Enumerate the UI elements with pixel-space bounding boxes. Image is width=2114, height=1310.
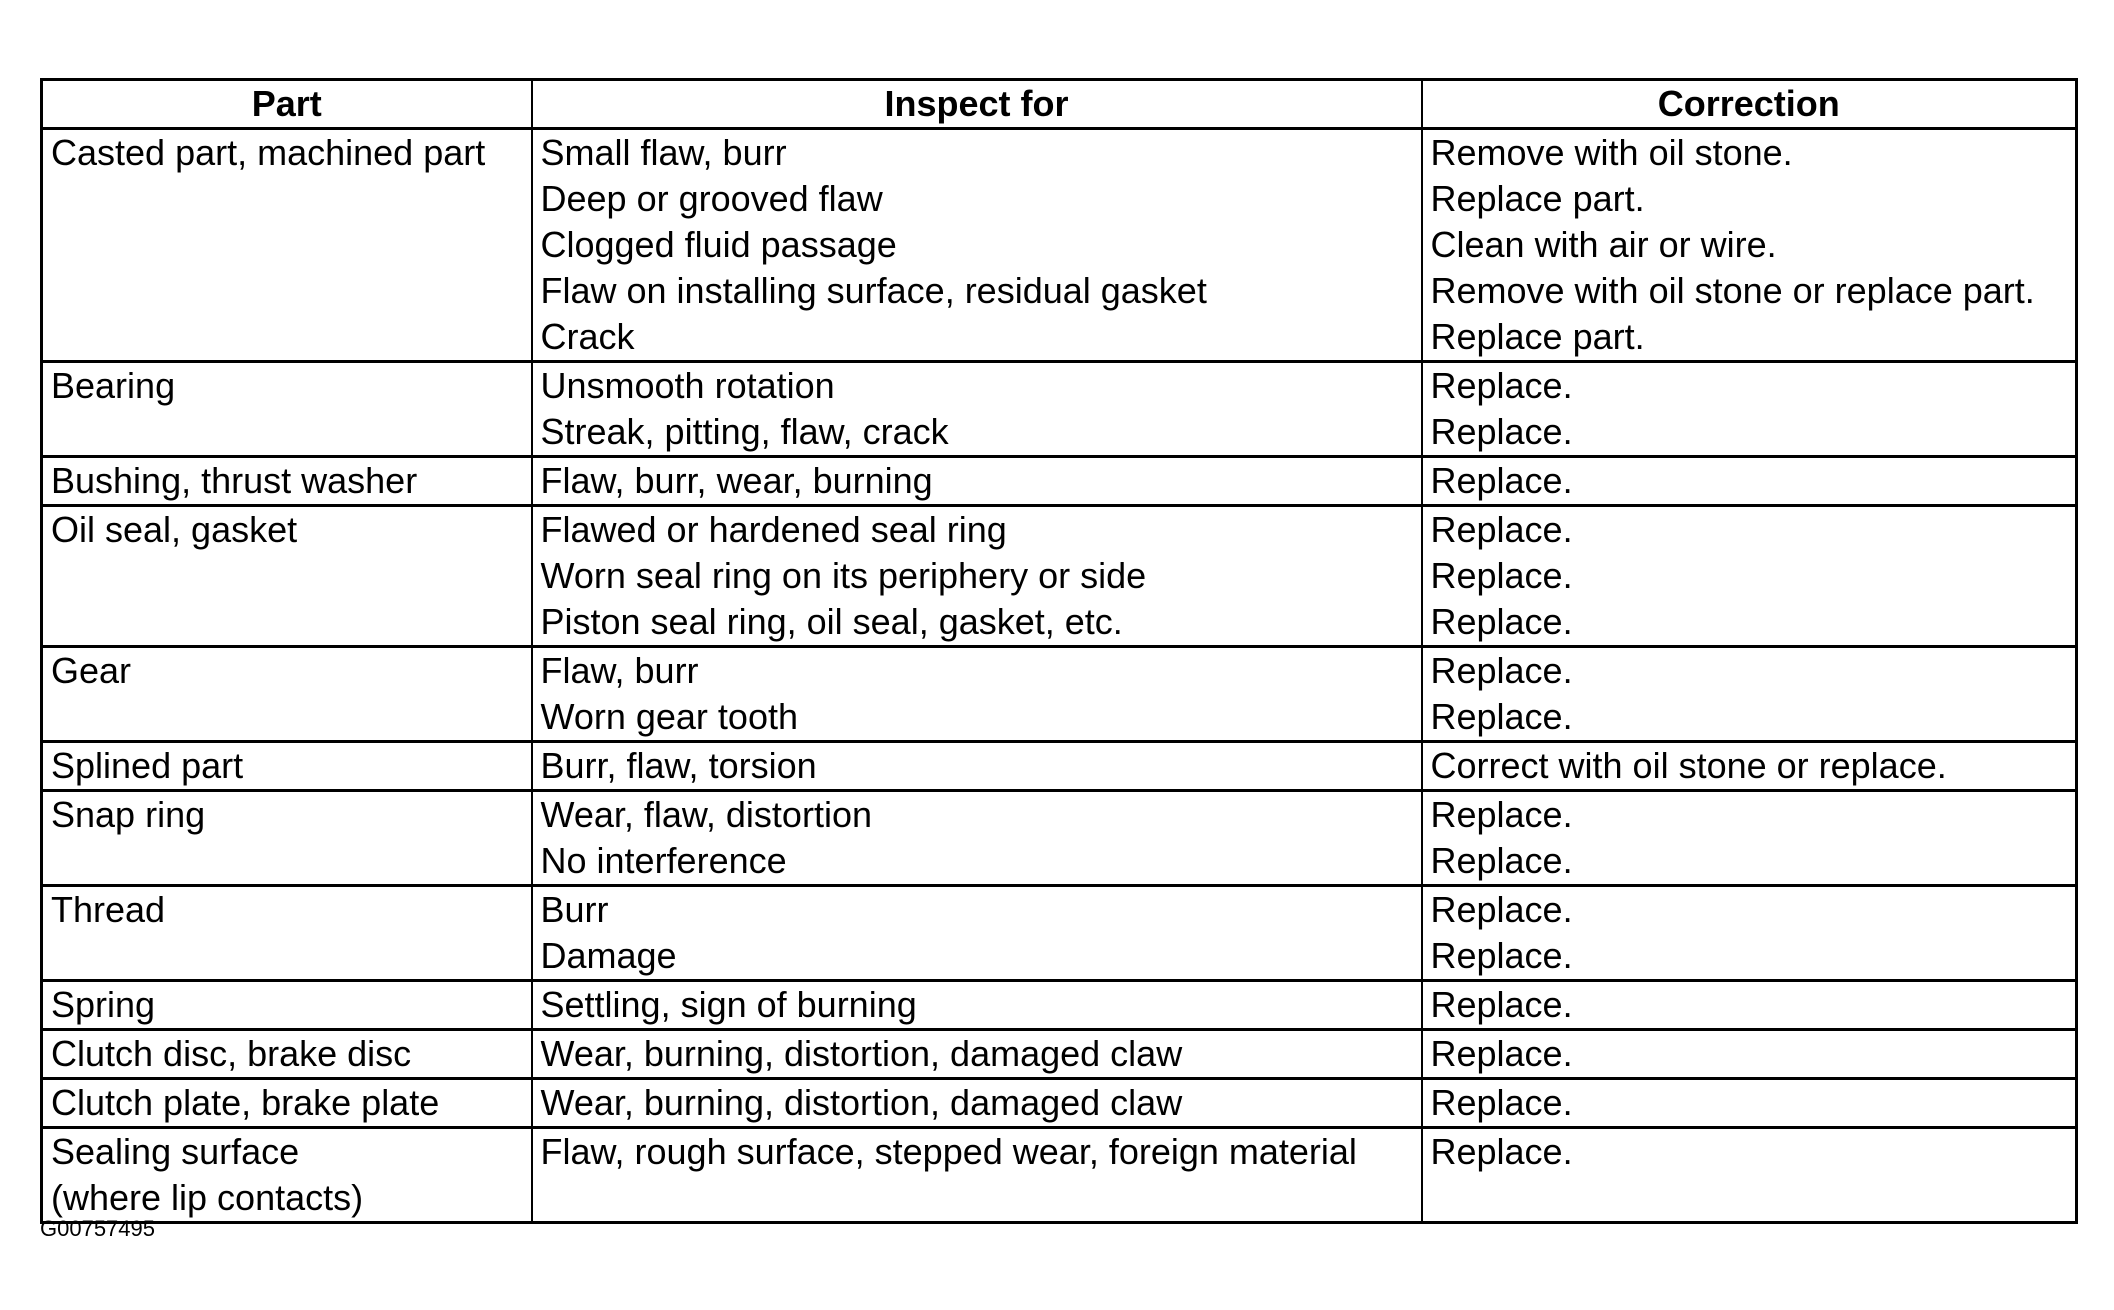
correction-line: Replace.: [1430, 411, 1573, 452]
correction-line: Replace.: [1430, 1131, 1573, 1172]
inspect-line: Streak, pitting, flaw, crack: [540, 411, 949, 452]
inspect-cell: [532, 791, 1422, 886]
part-line: Sealing surface: [51, 1131, 300, 1172]
part-line: Bearing: [51, 365, 176, 406]
table-row: [42, 457, 2077, 506]
inspection-table: [40, 78, 2078, 1224]
correction-line: Replace.: [1430, 365, 1573, 406]
correction-cell: [1422, 647, 2077, 742]
table-body: [42, 129, 2077, 1223]
part-line: (where lip contacts): [51, 1177, 364, 1218]
inspect-cell: [532, 981, 1422, 1030]
inspect-line: Burr: [540, 889, 609, 930]
part-line: Clutch disc, brake disc: [51, 1033, 412, 1074]
part-cell: [42, 1030, 532, 1079]
correction-line: Replace.: [1430, 696, 1573, 737]
inspect-line: Damage: [540, 935, 677, 976]
inspect-cell: [532, 506, 1422, 647]
correction-cell: [1422, 1030, 2077, 1079]
correction-cell: [1422, 791, 2077, 886]
inspect-line: Wear, burning, distortion, damaged claw: [540, 1033, 1183, 1074]
correction-line: Replace.: [1430, 555, 1573, 596]
table-row: [42, 129, 2077, 362]
table-row: [42, 1030, 2077, 1079]
correction-cell: [1422, 1128, 2077, 1223]
inspect-line: Wear, burning, distortion, damaged claw: [540, 1082, 1183, 1123]
correction-cell: [1422, 506, 2077, 647]
correction-line: Replace.: [1430, 794, 1573, 835]
part-cell: [42, 362, 532, 457]
part-line: Splined part: [51, 745, 244, 786]
table-row: [42, 1079, 2077, 1128]
correction-cell: [1422, 1079, 2077, 1128]
header-row: [42, 80, 2077, 129]
inspect-line: Worn seal ring on its periphery or side: [540, 555, 1147, 596]
inspect-cell: [532, 457, 1422, 506]
part-cell: [42, 981, 532, 1030]
inspect-line: Small flaw, burr: [540, 132, 787, 173]
part-line: Thread: [51, 889, 166, 930]
correction-line: Replace.: [1430, 460, 1573, 501]
correction-line: Replace.: [1430, 840, 1573, 881]
inspect-line: Crack: [540, 316, 635, 357]
correction-line: Replace.: [1430, 1033, 1573, 1074]
inspect-line: Worn gear tooth: [540, 696, 798, 737]
table-row: [42, 647, 2077, 742]
correction-cell: [1422, 457, 2077, 506]
inspect-line: Settling, sign of burning: [540, 984, 917, 1025]
correction-line: Replace.: [1430, 650, 1573, 691]
correction-cell: [1422, 981, 2077, 1030]
part-cell: [42, 129, 532, 362]
part-cell: [42, 457, 532, 506]
inspect-cell: [532, 1128, 1422, 1223]
table-row: [42, 886, 2077, 981]
inspect-line: Clogged fluid passage: [540, 224, 897, 265]
correction-line: Remove with oil stone or replace part.: [1430, 270, 2035, 311]
part-line: Gear: [51, 650, 132, 691]
inspect-line: Wear, flaw, distortion: [540, 794, 872, 835]
table-row: [42, 362, 2077, 457]
part-line: Bushing, thrust washer: [51, 460, 418, 501]
correction-line: Replace part.: [1430, 316, 1645, 357]
correction-line: Replace part.: [1430, 178, 1645, 219]
inspect-cell: [532, 742, 1422, 791]
inspect-cell: [532, 886, 1422, 981]
table-row: [42, 506, 2077, 647]
inspect-line: Flaw, rough surface, stepped wear, foreign material: [540, 1131, 1357, 1172]
table-row: [42, 1128, 2077, 1223]
part-line: Casted part, machined part: [51, 132, 486, 173]
table-row: [42, 981, 2077, 1030]
correction-cell: [1422, 129, 2077, 362]
inspect-line: Flaw, burr: [540, 650, 699, 691]
inspect-line: Unsmooth rotation: [540, 365, 835, 406]
part-cell: [42, 886, 532, 981]
part-line: Clutch plate, brake plate: [51, 1082, 440, 1123]
inspect-cell: [532, 362, 1422, 457]
correction-cell: [1422, 362, 2077, 457]
inspect-line: No interference: [540, 840, 787, 881]
inspect-line: Flaw, burr, wear, burning: [540, 460, 933, 501]
header-correction: Correction: [1422, 80, 2077, 129]
correction-cell: [1422, 742, 2077, 791]
inspect-cell: [532, 647, 1422, 742]
part-cell: [42, 1079, 532, 1128]
inspect-line: Burr, flaw, torsion: [540, 745, 817, 786]
correction-line: Replace.: [1430, 935, 1573, 976]
inspect-line: Flawed or hardened seal ring: [540, 509, 1007, 550]
correction-line: Correct with oil stone or replace.: [1430, 745, 1947, 786]
inspect-line: Deep or grooved flaw: [540, 178, 883, 219]
header-part: Part: [42, 80, 532, 129]
table-row: [42, 791, 2077, 886]
part-cell: [42, 647, 532, 742]
correction-line: Clean with air or wire.: [1430, 224, 1777, 265]
correction-line: Replace.: [1430, 601, 1573, 642]
correction-line: Replace.: [1430, 889, 1573, 930]
inspect-cell: [532, 1030, 1422, 1079]
table-row: [42, 742, 2077, 791]
part-cell: [42, 742, 532, 791]
correction-line: Replace.: [1430, 984, 1573, 1025]
part-line: Oil seal, gasket: [51, 509, 298, 550]
part-cell: [42, 791, 532, 886]
inspect-line: Flaw on installing surface, residual gasket: [540, 270, 1207, 311]
correction-line: Replace.: [1430, 509, 1573, 550]
part-line: Snap ring: [51, 794, 206, 835]
correction-line: Remove with oil stone.: [1430, 132, 1793, 173]
correction-cell: [1422, 886, 2077, 981]
inspect-cell: [532, 129, 1422, 362]
inspect-line: Piston seal ring, oil seal, gasket, etc.: [540, 601, 1123, 642]
part-cell: [42, 1128, 532, 1223]
inspect-cell: [532, 1079, 1422, 1128]
part-line: Spring: [51, 984, 156, 1025]
figure-code: G00757495: [40, 1216, 155, 1241]
correction-line: Replace.: [1430, 1082, 1573, 1123]
part-cell: [42, 506, 532, 647]
header-inspect-for: Inspect for: [532, 80, 1422, 129]
